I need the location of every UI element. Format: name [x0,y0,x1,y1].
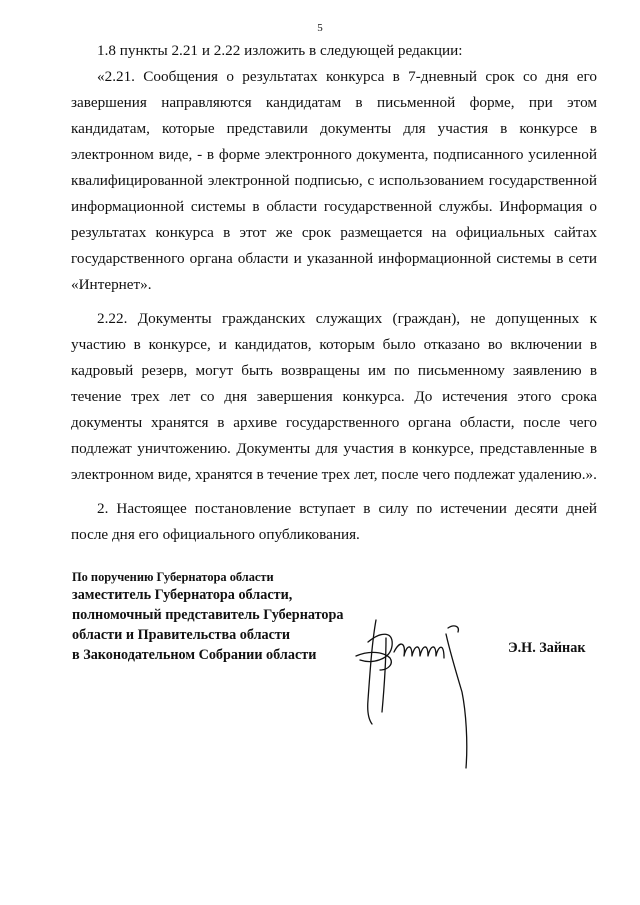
paragraph-2-21: «2.21. Сообщения о результатах конкурса в 7-дневный срок со дня его завершения направляются кандидатам в письменной форме, при этом кандидатам, которые представили документы для участия в конкурсе в электронном виде, - в форме электронного документа, подписанного усиленной квалифицированной электронной подписью, с использованием государственной информационной системы в области государственной службы. Информация о результатах конкурса в этот же срок размещается на официальных сайтах государственного органа области и указанной информационной системы в сети «Интернет». [71,68,597,293]
handwritten-signature [350,612,480,772]
signatory-title-line: области и Правительства области [72,627,291,643]
signatory-title-line: По поручению Губернатора области [72,570,274,584]
signatory-title-line: заместитель Губернатора области, [72,587,293,603]
paragraph-effective-date: 2. Настоящее постановление вступает в силу по истечении десяти дней после дня его официального опубликования. [71,500,597,543]
paragraph-amendment-intro: 1.8 пункты 2.21 и 2.22 изложить в следующей редакции: [97,42,463,59]
signatory-title-block [72,570,343,665]
document-body [71,38,597,548]
page-number: 5 [317,22,323,34]
paragraph-2-22: 2.22. Документы гражданских служащих (граждан), не допущенных к участию в конкурсе, и кандидатов, которым было отказано во включении в кадровый резерв, могут быть возвращены им по письменному заявлению в течение трех лет со дня завершения конкурса. До истечения этого срока документы хранятся в архиве государственного органа области, после чего подлежат уничтожению. Документы для участия в конкурсе, представленные в электронном виде, хранятся в течение трех лет, после чего подлежат удалению.». [71,310,597,483]
signer-name: Э.Н. Зайнак [508,640,586,656]
signatory-title-line: полномочный представитель Губернатора [72,607,344,623]
signatory-title-line: в Законодательном Собрании области [72,647,317,663]
